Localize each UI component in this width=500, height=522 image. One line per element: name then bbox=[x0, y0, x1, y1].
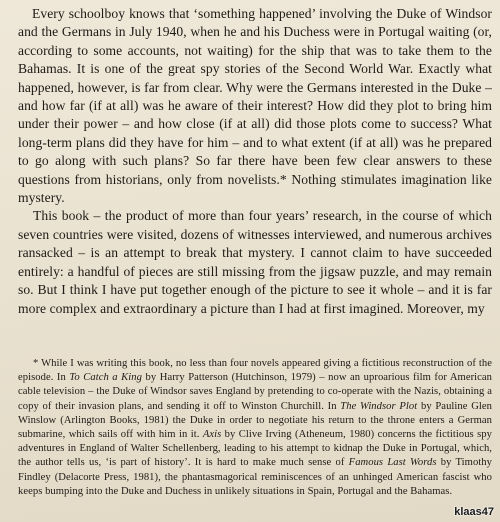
novel-title-to-catch-a-king: To Catch a King bbox=[69, 372, 142, 384]
footnote-text bbox=[18, 357, 492, 499]
novel-title-famous-last-words: Famous Last Words bbox=[348, 457, 437, 469]
footnote-part-3: by Pauline Glen Winslow (Arlington Books, 1981) the Duke in order to negotiate his return to the throne enters a German submarine, which sails off with him in it. bbox=[18, 400, 492, 441]
novel-title-the-windsor-plot: The Windsor Plot bbox=[340, 400, 418, 412]
novel-title-axis: Axis bbox=[202, 429, 222, 441]
footnote-part-1: * While I was writing this book, no less than four novels appeared giving a fictitious reconstruction of the episode. In bbox=[18, 358, 492, 384]
footnote-part-4: by Clive Irving (Atheneum, 1980) concerns the fictitious spy adventures in England of Walter Schellenberg, leading to his attempt to kidnap the Duke in Portugal, which, the author tells us, ‘is part of history’. It is hard to make much sense of bbox=[18, 429, 493, 469]
footnote-part-2: by Harry Patterson (Hutchinson, 1979) – now an uproarious film for American cable television – the Duke of Windsor saves England by pretending to co-operate with the Nazis, obtaining a copy of their invasion plans, and sending it off to Winston Churchill. In bbox=[18, 372, 493, 412]
main-text bbox=[18, 5, 492, 318]
paragraph-1: Every schoolboy knows that ‘something happened’ involving the Duke of Windsor and the Germans in July 1940, when he and his Duchess were in Portugal waiting (or, according to some accounts, not waiting) for the ship that was to take them to the Bahamas. It is one of the great spy stories of the Second World War. Exactly what happened, however, is far from clear. Why were the Germans interested in the Duke – and how far (if at all) was he aware of their interest? How did they plot to bring him under their power – and how close (if at all) did those plots come to success? What long-term plans did they have for him – and to what extent (if at all) was he prepared to go along with such plans? So far there have been few clear answers to these questions from historians, only from novelists.* Nothing stimulates imagination like mystery. bbox=[18, 6, 492, 206]
footnote-part-5: by Timothy Findley (Delacorte Press, 1981), the phantasmagorical reminiscences of an unhinged American fascist who keeps bumping into the Duke and Duchess in unlikely situations in Spain, Portugal and the Bahamas. bbox=[18, 457, 492, 497]
paragraph-2: This book – the product of more than four years’ research, in the course of which seven countries were visited, dozens of witnesses interviewed, and numerous archives ransacked – is an attempt to break that mystery. I cannot claim to have succeeded entirely: a handful of pieces are still missing from the jigsaw puzzle, and may remain so. But I think I have put together enough of the picture to see it whole – and it is far more complex and extraordinary a picture than I had at first imagined. Moreover, my bbox=[18, 208, 492, 316]
watermark: klaas47 bbox=[454, 506, 494, 518]
footnote bbox=[18, 357, 492, 499]
